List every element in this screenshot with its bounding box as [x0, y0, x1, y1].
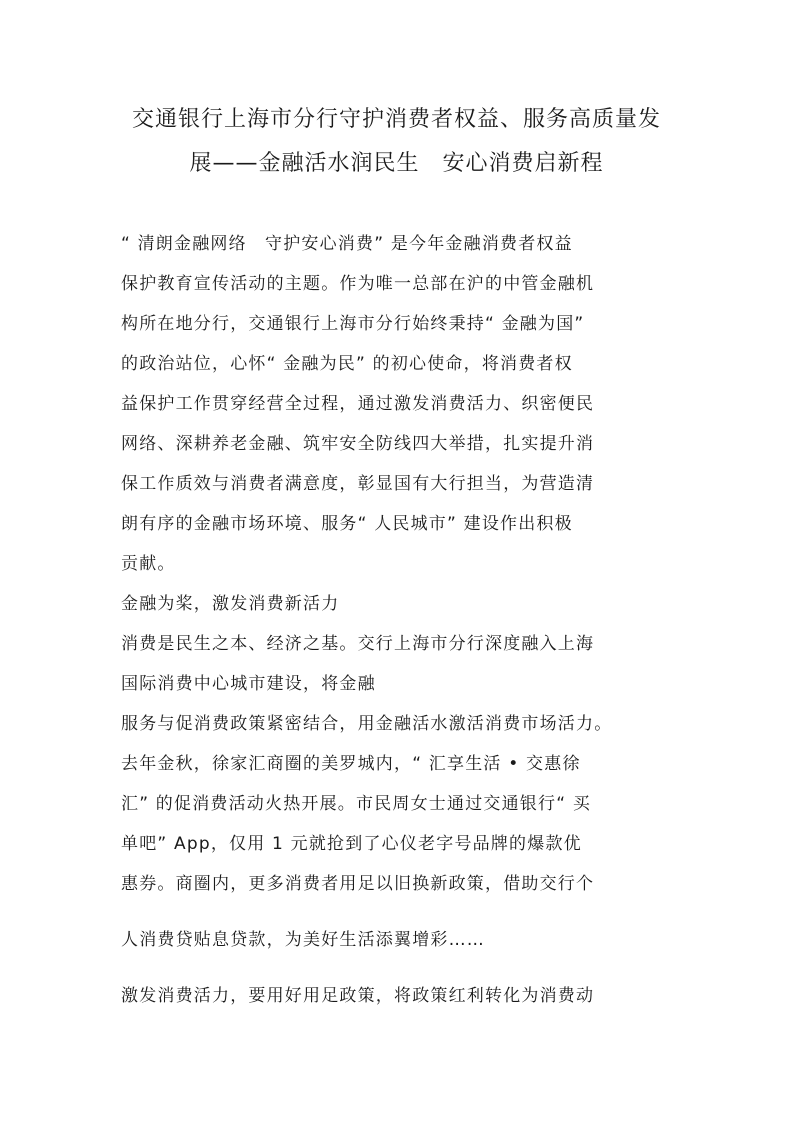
body-line-12: 国际消费中心城市建设，将金融: [121, 674, 376, 694]
body-line-17: 惠券。商圈内，更多消费者用足以旧换新政策，借助交行个: [121, 874, 595, 894]
title-line-2: 展——金融活水润民生 安心消费启新程: [189, 151, 604, 176]
body-line-14: 去年金秋，徐家汇商圈的美罗城内，“ 汇享生活 • 交惠徐: [121, 754, 581, 774]
body-line-7: 保工作质效与消费者满意度，彰显国有大行担当，为营造清: [121, 474, 595, 494]
body-line-4: 的政治站位，心怀“ 金融为民” 的初心使命，将消费者权: [121, 354, 573, 374]
body-line-3: 构所在地分行，交通银行上海市分行始终秉持“ 金融为国”: [121, 314, 585, 334]
body-line-15: 汇” 的促消费活动火热开展。市民周女士通过交通银行“ 买: [121, 794, 592, 814]
body-line-19: 激发消费活力，要用好用足政策，将政策红利转化为消费动: [121, 986, 595, 1006]
body-line-18: 人消费贷贴息贷款，为美好生活添翼增彩……: [121, 930, 485, 950]
body-line-13: 服务与促消费政策紧密结合，用金融活水激活消费市场活力。: [121, 714, 613, 734]
body-line-5: 益保护工作贯穿经营全过程，通过激发消费活力、织密便民: [121, 394, 595, 414]
body-line-2: 保护教育宣传活动的主题。作为唯一总部在沪的中管金融机: [121, 274, 595, 294]
document-title: [100, 98, 693, 186]
body-line-8: 朗有序的金融市场环境、服务“ 人民城市” 建设作出积极: [121, 514, 573, 534]
body-line-16: 单吧” App，仅用 1 元就抢到了心仪老字号品牌的爆款优: [121, 834, 582, 854]
body-line-6: 网络、深耕养老金融、筑牢安全防线四大举措，扎实提升消: [121, 434, 595, 454]
body-line-1: “ 清朗金融网络 守护安心消费” 是今年金融消费者权益: [121, 234, 573, 254]
body-line-9: 贡献。: [121, 554, 176, 574]
title-line-1: 交通银行上海市分行守护消费者权益、服务高质量发: [131, 107, 661, 132]
body-line-11: 消费是民生之本、经济之基。交行上海市分行深度融入上海: [121, 634, 595, 654]
section-heading: 金融为桨，激发消费新活力: [121, 594, 340, 614]
